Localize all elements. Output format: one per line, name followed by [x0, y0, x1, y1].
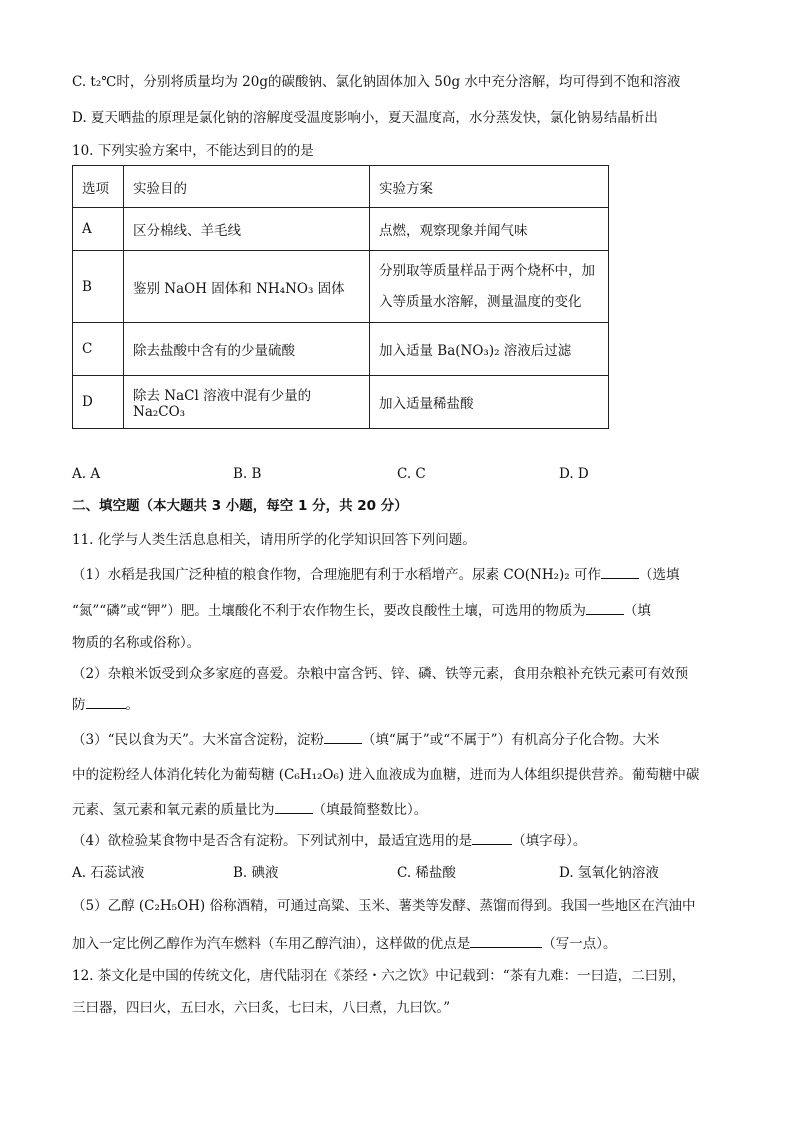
q10-choice-a: A. A [72, 466, 101, 482]
answer-blank[interactable] [601, 564, 639, 579]
q9-option-d: D. 夏天晒盐的原理是氯化钠的溶解度受温度影响小，夏天温度高，水分蒸发快，氯化钠易结晶析出 [72, 110, 658, 126]
q11-choice-a: A. 石蕊试液 [72, 865, 145, 881]
table-cell-purpose: 除去盐酸中含有的少量硫酸 [124, 323, 370, 376]
q11-part3-line1 [72, 729, 660, 750]
q11-part2-text: 。 [125, 697, 139, 713]
table-cell-option: C [73, 323, 124, 376]
q10-table [72, 165, 609, 429]
q11-stem: 11. 化学与人类生活息息相关，请用所学的化学知识回答下列问题。 [72, 532, 476, 548]
table-cell-plan: 点燃，观察现象并闻气味 [370, 208, 609, 251]
table-row [73, 323, 609, 376]
q11-part5-text: （写一点）。 [542, 936, 617, 952]
table-cell-purpose: 除去 NaCl 溶液中混有少量的 Na₂CO₃ [124, 376, 370, 429]
q11-part2-line2 [72, 694, 139, 715]
q12-line1: 12. 茶文化是中国的传统文化，唐代陆羽在《茶经・六之饮》中记载到：“茶有九难：一曰造，二曰别， [72, 968, 686, 984]
q11-choice-d: D. 氢氧化钠溶液 [559, 865, 659, 881]
table-header-cell: 选项 [73, 166, 124, 208]
table-cell-plan: 加入适量稀盐酸 [370, 376, 609, 429]
q11-part2-text: 防 [72, 697, 86, 713]
section-title: 二、填空题（本大题共 3 小题，每空 1 分，共 20 分） [72, 498, 408, 514]
answer-blank[interactable] [275, 799, 313, 814]
q10-stem: 10. 下列实验方案中，不能达到目的的是 [72, 143, 314, 159]
q11-part1-text: （填 [623, 603, 651, 619]
q11-part4-text: （4）欲检验某食物中是否含有淀粉。下列试剂中，最适宜选用的是 [72, 833, 473, 849]
q10-choice-b: B. B [233, 466, 262, 482]
table-cell-purpose: 区分棉线、羊毛线 [124, 208, 370, 251]
q11-part1-text: “氮”“磷”或“钾”）肥。土壤酸化不利于农作物生长，要改良酸性土壤，可选用的物质为 [72, 603, 586, 619]
table-cell-option: B [73, 251, 124, 323]
q10-choice-c: C. C [397, 466, 426, 482]
table-cell-plan: 加入适量 Ba(NO₃)₂ 溶液后过滤 [370, 323, 609, 376]
table-row [73, 251, 609, 323]
answer-blank[interactable] [472, 830, 512, 845]
q11-part3-text: （填最简整数比）。 [312, 802, 428, 818]
q9-option-c: C. t₂℃时，分别将质量均为 20g的碳酸钠、氯化钠固体加入 50g 水中充分溶解，均可得到不饱和溶液 [72, 74, 681, 90]
q11-part2-line1: （2）杂粮米饭受到众多家庭的喜爱。杂粮中富含钙、锌、磷、铁等元素，食用杂粮补充铁元素可有效预 [72, 666, 689, 682]
q11-part3-text: （3）“民以食为天”。大米富含淀粉，淀粉 [72, 732, 324, 748]
answer-blank[interactable] [86, 694, 126, 709]
q11-choice-b: B. 碘液 [233, 865, 279, 881]
q11-part3-text: 元素、氢元素和氧元素的质量比为 [72, 802, 275, 818]
table-cell-purpose: 鉴别 NaOH 固体和 NH₄NO₃ 固体 [124, 251, 370, 323]
table-header-cell: 实验目的 [124, 166, 370, 208]
q11-part1-line3: 物质的名称或俗称）。 [72, 635, 201, 651]
q10-choice-d: D. D [559, 466, 589, 482]
table-row [73, 208, 609, 251]
table-header-row [73, 166, 609, 208]
answer-blank[interactable] [586, 600, 624, 615]
answer-blank[interactable] [324, 729, 362, 744]
q11-part3-text: （填“属于”或“不属于”）有机高分子化合物。大米 [361, 732, 660, 748]
q11-part3-line2: 中的淀粉经人体消化转化为葡萄糖 (C₆H₁₂O₆) 进入血液成为血糖，进而为人体组织提供营养。葡萄糖中碳 [72, 767, 700, 783]
q11-part1-line1 [72, 564, 680, 585]
table-cell-plan: 分别取等质量样品于两个烧杯中，加入等质量水溶解，测量温度的变化 [370, 251, 609, 323]
q11-part4-text: （填字母）。 [512, 833, 587, 849]
q11-choice-c: C. 稀盐酸 [397, 865, 456, 881]
q12-line2: 三曰器，四曰火，五曰水，六曰炙，七曰末，八曰煮，九曰饮。” [72, 1000, 451, 1016]
q11-part5-text: 加入一定比例乙醇作为汽车燃料（车用乙醇汽油），这样做的优点是 [72, 936, 471, 952]
table-header-cell: 实验方案 [370, 166, 609, 208]
q11-part5-line1: （5）乙醇 (C₂H₅OH) 俗称酒精，可通过高粱、玉米、薯类等发酵、蒸馏而得到。我国一些地区在汽油中 [72, 898, 696, 914]
q11-part1-text: （选填 [639, 567, 680, 583]
q11-part3-line3 [72, 799, 427, 820]
q11-part1-line2 [72, 600, 651, 621]
table-cell-option: A [73, 208, 124, 251]
q11-part1-text: （1）水稻是我国广泛种植的粮食作物，合理施肥有利于水稻增产。尿素 CO(NH₂)₂ 可作 [72, 567, 602, 583]
answer-blank[interactable] [470, 933, 542, 948]
q11-part5-line2 [72, 933, 617, 954]
table-cell-option: D [73, 376, 124, 429]
q11-part4-line1 [72, 830, 586, 851]
table-row [73, 376, 609, 429]
